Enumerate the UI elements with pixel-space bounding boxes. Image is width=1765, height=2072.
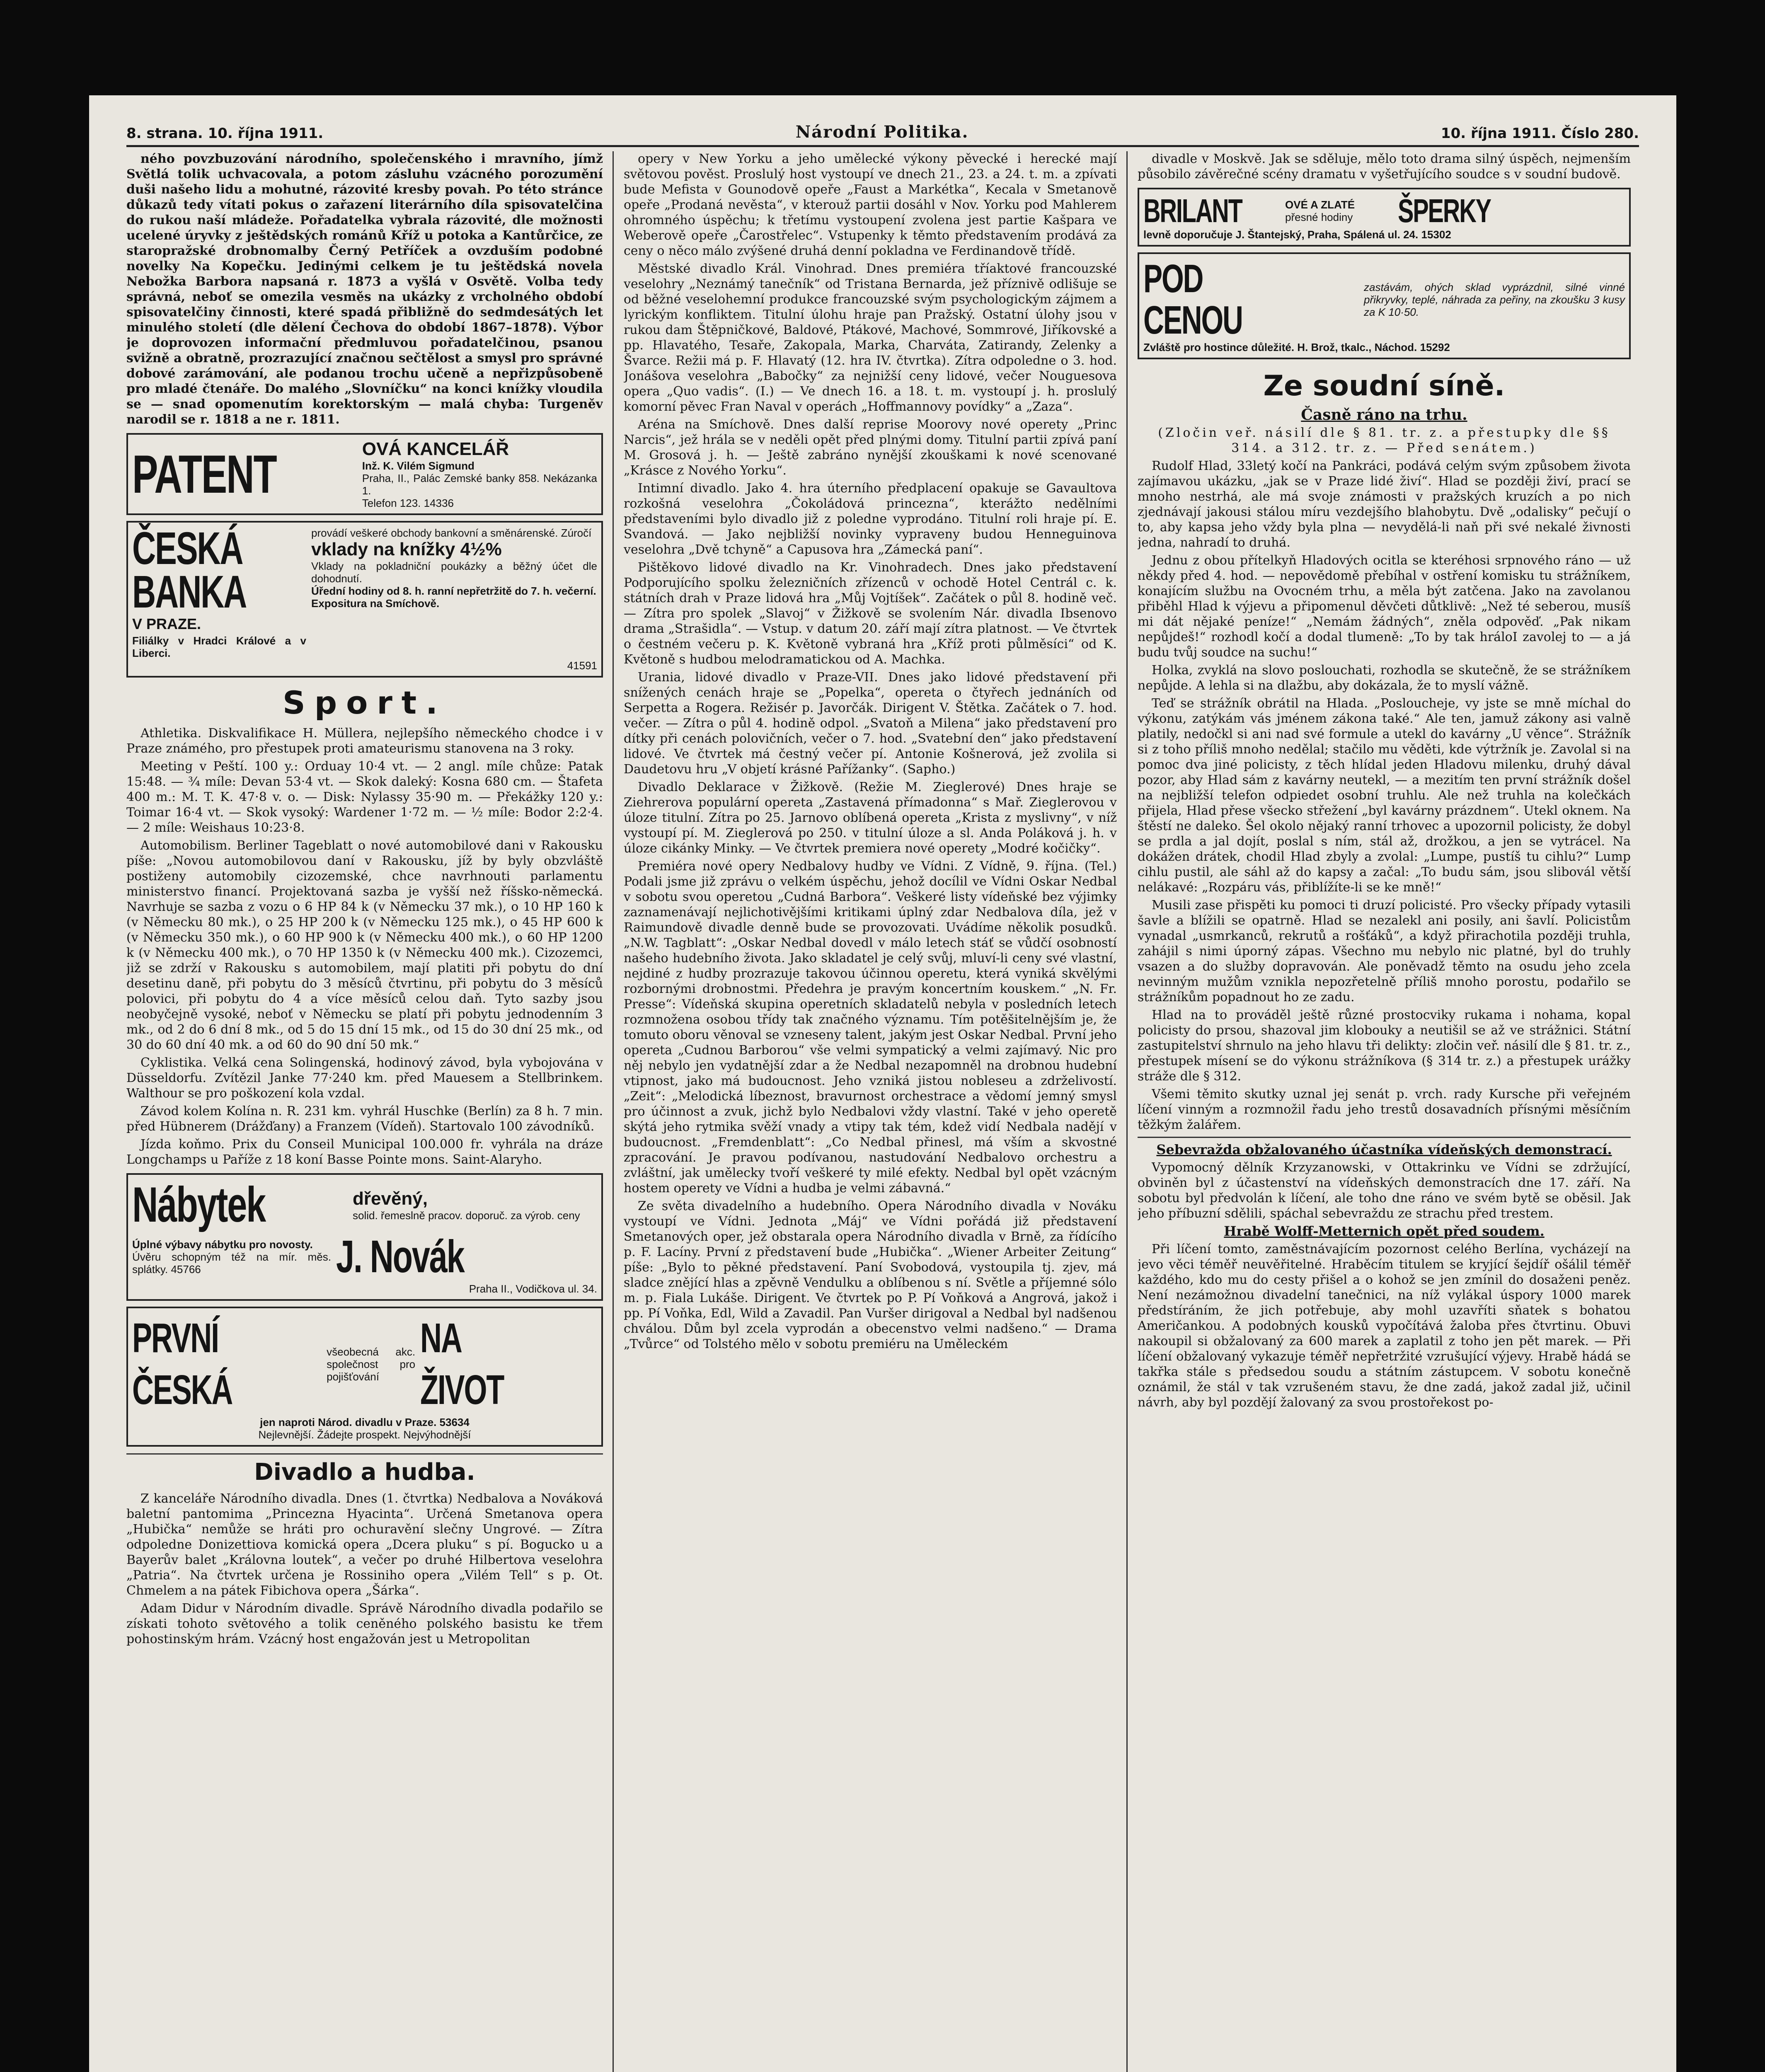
sport-paragraph: Jízda koňmo. Prix du Conseil Municipal 100.000 fr. vyhrála na dráze Longchamps u Paříže z 18 koní Basse Pointe mons. Saint-Alaryho. xyxy=(126,1137,603,1167)
ad-brilant-t2: přesné hodiny xyxy=(1285,211,1353,223)
suicide-heading: Sebevražda obžalovaného účastníka vídeňských demonstrací. xyxy=(1156,1142,1612,1157)
theatre-paragraph: Aréna na Smíchově. Dnes další reprise Moorovy nové operety „Princ Narcis“, jež hrála se v neděli opět před plnými domy. Titulní partii zpívá paní M. Grosová j. h. — Ještě zabráno nynější zkouškami k nové scenované „Krásce z Nového Yorku“. xyxy=(624,417,1117,478)
ad-patent-address: Praha, II., Palác Zemské banky 858. Nekázanka 1. xyxy=(362,472,597,497)
sport-paragraph: Závod kolem Kolína n. R. 231 km. vyhrál Huschke (Berlín) za 8 h. 7 min. před Hübnerem (Drážďany) a Franzem (Vídeň). Startovalo 100 závodníků. xyxy=(126,1104,603,1134)
ad-podcenou-big: POD CENOU xyxy=(1143,257,1242,342)
court-paragraph: Hlad na to prováděl ještě různé prostocviky rukama i nohama, kopal policisty do prsou, shazoval jim klobouky a neutišil se až ve strážnici. Státní zastupitelství shrnulo na jeho hlavu tři delikty: zločin veř. násilí dle § 81. tr. z., přestupek mísení se do výkonu strážníkova (§ 314 tr. z.) a přestupek urážky stráže dle § 312. xyxy=(1138,1008,1631,1084)
ad-podcenou-t1: zastávám, ohých sklad vyprázdnil, silné vinné přikryvky, teplé, náhrada za peřiny, na zkoušku 3 kusy za K 10·50. xyxy=(1364,281,1625,318)
ad-zivot-big1: PRVNÍ ČESKÁ xyxy=(132,1315,232,1413)
ad-ceska-banka xyxy=(126,521,603,678)
ad-banka-text3: Vklady na pokladniční poukázky a běžný účet dle dohodnutí. xyxy=(311,560,597,585)
ad-nabytek xyxy=(126,1173,603,1301)
review-continuation: ného povzbuzování národního, společenského i mravního, jímž Světlá tolik uchvacovala, a potom zásluhu vzácného porozumění duši našeho lidu a mohutné, rázovité kresby povah. Po této stránce důkazů tedy vítati pokus o zařazení literárního díla spisovatelčina do rukou naší mládeže. Pořadatelka vybrala rázovité, dle možnosti ucelené úryvky z ještědských románů Kříž u potoka a Kantůrčice, ze staropražské drobnomalby Černý Petříček a ovzduším podobné novelky Na Kopečku. Jedinými celkem je tu ještědská novela Nebožka Barbora napsaná r. 1873 a vyšlá v Osvětě. Volba tedy správná, neboť se omezila vesměs na ukázky z vrcholného období spisovatelčiny činnosti, které spadá přibližně do sedmdesátých let minulého století (dle dělení Čechova do období 1867–1878). Výbor je doprovozen informační předmluvou pořadatelčinou, psanou svižně a obratně, prozrazující značnou sečtělost a smysl pro správné dobové zarámování, ale podanou trochu učeně a nepřizpůsobeně pro mladé čtenáře. Do malého „Slovníčku“ na konci knížky vloudila se — snad opomenutím korektorským — malá chyba: Turgeněv narodil se r. 1818 a ne r. 1811. xyxy=(126,152,603,427)
theatre-paragraph: Intimní divadlo. Jako 4. hra úterního předplacení opakuje se Gavaultova rozkošná veselohra „Čokoládová princezna“, kterážto nedělními představeními bylo divadlo již z poledne vyprodáno. Titulní roli hraje pí. E. Svandová. — Jako nejbližší novinky vypraveny budou Henneguinova veselohra „Dvě tchyně“ a Capusova hra „Zámecká paní“. xyxy=(624,481,1117,557)
sport-paragraph: Meeting v Peští. 100 y.: Orduay 10·4 vt. — 2 angl. míle chůze: Patak 15:48. — ¾ míle: Devan 53·4 vt. — Skok daleký: Kosna 680 cm. — Štafeta 400 m.: M. T. K. 47·8 v. o. — Disk: Nylassy 35·90 m. — Překážky 120 y.: Toimar 16·4 vt. — Skok vysoký: Wardener 1·72 m. — ½ míle: Bodor 2:2·4. — 2 míle: Weishaus 10:23·8. xyxy=(126,759,603,835)
court-paragraph: Jednu z obou přítelkyň Hladových ocitla se kteréhosi srpnového ráno — už někdy před 4. hod. — nepovědomě přebíhal v ostření komisku tu strážníkem, konajícím službu na Ovocném trhu, a měla být zatčena. Jako na zavolanou přiběhl Hlad k výjevu a připomenul děvčeti důtklivě: „Než té seberou, musíš mi dát nějaké peníze!“ „Nemám žádných“, zněla odpověď. „Pak nikam nepůjdeš!“ rozhodl kočí a dodal tlumeně: „To by tak hráloI zavolej to — a já budu tvůj soudce na suchu!“ xyxy=(1138,553,1631,660)
ad-banka-big1: ČESKÁ xyxy=(132,523,243,574)
theatre-paragraph: Divadlo Deklarace v Žižkově. (Režie M. Zieglerové) Dnes hraje se Ziehrerova populární opereta „Zastavená přímadonna“ s Mař. Zieglerovou v úloze titulní. Zítra po 25. Jarnovo oblíbená opereta „Krista z myslivny“, v níž vystoupí pí. M. Zieglerová po 250. v titulní úloze a sl. Anda Poláková j. h. v úloze cikánky Minky. — Ve čtvrtek premiera nové operety „Modré kočičky“. xyxy=(624,780,1117,856)
ad-podcenou-code: 15292 xyxy=(1420,341,1450,353)
ad-brilant-t3: levně doporučuje J. Štantejský, Praha, Spálená ul. 24. xyxy=(1143,228,1419,241)
column-rule xyxy=(613,151,614,2072)
ad-pojistovna xyxy=(126,1307,603,1447)
newspaper-page xyxy=(89,95,1676,2072)
theatre-continuation: divadle v Moskvě. Jak se sděluje, mělo toto drama silný úspěch, nejmenším působilo závěrečné scény dramatu v vyšetřujícího soudce s v soudní budově. xyxy=(1138,152,1631,182)
court-paragraph: Všemi těmito skutky uznal jej senát p. vrch. rady Kursche při veřejném líčení vinným a rozmnožil řadu jeho trestů dosavadních přísnými měsíčním těžkým žalářem. xyxy=(1138,1087,1631,1132)
sport-heading: Sport. xyxy=(282,684,447,721)
column-1 xyxy=(126,151,603,2072)
court-paragraph: Rudolf Hlad, 33letý kočí na Pankráci, podává celým svým způsobem života zajímavou ukázku, „jak se v Praze lidé živí“. Hlad se později živí, prací se mnoho nestrhá, ale má svoje známosti v pražských kruzích a po nich zjednávají jakousi stálou míru vezdejšího blahobytu. Dvě „odalisky“ pečují o to, aby kapsa jeho vždy byla plna — nevydělá-li naň při své nekalé živnosti jedna, nahradí to druhá. xyxy=(1138,459,1631,550)
theatre-paragraph: Urania, lidové divadlo v Praze-VII. Dnes jako lidové představení při snížených cenách hraje se „Popelka“, opereta o čtyřech jednáních od Serpetta a Rogera. Režisér p. Javorčák. Dirigent V. Štětka. Začátek o 7. hod. večer. — Zítra o půl 4. hodině odpol. „Svatoň a Milena“ jako představení pro dítky při cenách polovičních, večer o 7. hod. „Svatební den“ jako představení lidové. Ve čtvrtek má čestný večer pí. Antonie Košnerová, jež zvolila si Daudetovu hru „V objetí krásné Pařížanky“. (Sapho.) xyxy=(624,670,1117,777)
ad-banka-text1: provádí veškeré obchody bankovní a směnárenské. Zúročí xyxy=(311,527,592,539)
ad-nabytek-t2: solid. řemeslně pracov. doporuč. za výrob. ceny xyxy=(353,1209,580,1222)
metternich-paragraph: Při líčení tomto, zaměstnávajícím pozornost celého Berlína, vycházejí na jevo věci téměř neuvěřitelné. Hraběcím titulem se kryjící šejdíř ošálil téměř každého, kdo mu do cesty přišel a o kohož se jen zmínil do dosaženi peněz. Není nezámožnou divadelní tanečnici, na níž vylákal úspory 1000 marek předstíráním, že jich potřebuje, aby mohl uzavříti sňatek s bohatou Američankou. A podobných kousků vypočítává žaloba přes čtvrtinu. Obuvi nakoupil si obžalovaný za 600 marek a zaplatil z toho jen pět marek. — Při líčení obžalovaný vykazuje téměř nepřetržité vzrušující výjevy. Hrabě hádá se takřka stále s předsedou soudu a státním zástupcem. V sobotu konečně oznámil, že stál v tak vzrušeném stavu, že dne zadá, jakož zadal již, učinil návrh, aby byl pozdějí žalovaný za svou prostořekost po- xyxy=(1138,1242,1631,1410)
ad-banka-big2: BANKA xyxy=(132,566,247,617)
court-subheading: Časně ráno na trhu. xyxy=(1301,406,1467,424)
ad-brilant-code: 15302 xyxy=(1421,228,1451,241)
ad-banka-city: V PRAZE. xyxy=(132,615,201,632)
header-left: 8. strana. 10. října 1911. xyxy=(126,125,324,142)
ad-patent-phone: Telefon 123. xyxy=(362,497,421,509)
metternich-heading: Hrabě Wolff-Metternich opět před soudem. xyxy=(1224,1223,1545,1239)
ad-brilanty xyxy=(1138,188,1631,247)
ad-banka-rate: vklady na knížky 4½% xyxy=(311,539,502,559)
page-header xyxy=(126,113,1639,147)
ad-patent-office xyxy=(126,433,603,515)
theatre-paragraph: opery v New Yorku a jeho umělecké výkony pěvecké i herecké mají světovou pověst. Proslulý host vystoupí ve dnech 21., 23. a 24. t. m. a zpívati bude Mefista v Gounodově opeře „Faust a Markétka“, Kecala v Smetanově opeře „Prodaná nevěsta“, v kterouž partii dosáhl v Nov. Yorku pod Mahlerem ohromného úspěchu; k třetímu vystoupení zvolena jest partie Kašpara ve Weberově opeře „Čarostřelec“. Vstupenky k těmto představením prodává za ceny o něco málo zvýšené druhá denní pokladna ve Ferdinandově třídě. xyxy=(624,152,1117,258)
sport-paragraph: Automobilism. Berliner Tageblatt o nové automobilové dani v Rakousku píše: „Novou automobilovou daní v Rakousku, jíž by byly obzvláště postiženy automobily cizozemské, chce navrhnouti parlamentu ministerstvo financí. Projektovaná sazba je vyšší než říšsko-německá. Navrhuje se sazba z vozu o 6 HP 84 k (v Německu 37 mk.), o 10 HP 160 k (v Německu 80 mk.), o 25 HP 200 k (v Německu 125 mk.), o 45 HP 600 k (v Německu 350 mk.), o 60 HP 900 k (v Německu 400 mk.), o 60 HP 1200 k (v Německu 400 mk.), o 70 HP 1350 k (v Německu 400 mk.). Cizozemci, již se zdrží v Rakousku s automobilem, mají platiti při pobytu do dní desetinu daně, při pobytu do 3 měsíců čtvrtinu, při pobytu do 3 měsíců polovici, při pobytu do 4 a více měsíců celou daň. Tyto sazby jsou neobyčejně vysoké, neboť v Německu se platí při pobytu jednodenním 3 mk., od 2 do 6 dní 8 mk., od 5 do 15 dní 15 mk., od 15 do 30 dní 25 mk., od 30 do 60 dní 40 mk. a od 60 do 90 dní 50 mk.“ xyxy=(126,838,603,1052)
ad-nabytek-t1: dřevěný, xyxy=(353,1188,428,1209)
ad-podcenou-t2: Zvláště pro hostince důležité. H. Brož, tkalc., Náchod. xyxy=(1143,341,1417,353)
divadlo-paragraph: Adam Didur v Národním divadle. Správě Národního divadla podařilo se získati tohoto světového a tolik ceněného polského basistu ke třem pohostinským hrám. Vzácný host engažován jest u Metropolitan xyxy=(126,1601,603,1646)
header-right: 10. října 1911. Číslo 280. xyxy=(1441,125,1639,142)
ad-banka-branches: Filiálky v Hradci Králové a v Liberci. xyxy=(132,634,306,659)
court-paragraph: Musili zase přispěti ku pomoci ti druzí policisté. Pro všecky případy vytasili šavle a blížili se opatrně. Hlad se nezalekl ani posily, ani šavlí. Policistům vynadal „usmrkanců, rekrutů a rošťáků“, a když přirachotila později truhla, zahájil s nimi úporný zápas. Všechno mu nebylo nic platné, byl do truhly vsazen a do služby dopravován. Ale poněvadž těmto na osudu jeho zcela nevinným mužům vznikla nepozřetelně příliš mnoho porostu, podařilo se strážníkům popadnout ho ze zadu. xyxy=(1138,898,1631,1005)
ad-zivot-t1: všeobecná akc. společnost pro pojišťování xyxy=(327,1346,416,1383)
column-rule xyxy=(1126,151,1128,2072)
ad-brilant-big2: ŠPERKY xyxy=(1398,192,1491,229)
masthead-title: Národní Politika. xyxy=(795,122,969,142)
theatre-paragraph: Premiéra nové opery Nedbalovy hudby ve Vídni. Z Vídně, 9. října. (Tel.) Podali jsme již zprávu o velkém úspěchu, jehož docílil ve Vídni Oskar Nedbal v sobotu svou operetou „Cudná Barbora“. Veškeré listy vídeňské bez výjimky zaznamenávají nejlichotivějšími kritikami úplný zdar Nedbalova díla, jež v Raimundově divadle denně bude se provozovati. Uvádíme několik posudků. „N.W. Tagblatt“: „Oskar Nedbal dovedl v málo letech stáť se vůdčí osobností našeho hudebního života. Jako skladatel je celý svůj, mluví-li ceny své vlastní, nejdiné z hudby prozrazuje takovou účinnou operetu, která vyniká skvělými rozbornými drobnostmi. Předehra je pravým koncertním kouskem.“ „N. Fr. Presse“: Vídeňská skupina operetních skladatelů nebyla v posledních letech rozmnožena osobou třídy tak značného významu. Tím potěšitelnějším je, že tomuto oboru věnoval se vzneseny talent, jakým jest Oskar Nedbal. První jeho opereta „Cudnou Barborou“ vše velmi sympatický a velmi zajímavý. Nic pro něj nebylo jen vydatnější zdar a že Nedbal nezapomněl na drobnou hudební vtipnost, jako má budoucnost. Jeho vzniká jistou nobleseu a zdrželivostí. „Zeit“: „Melodická líbeznost, bravurnost orchestrace a vědomí jemný smysl pro účinnost a zvuk, jichž bylo Nedbalovi vždy vlastní. Také v jeho operetě skýtá jeho rytmika svěží vnady a vtipy tak tém, kdež vidí Nedbala nadějí v budoucnost. „Fremdenblatt“: „Co Nedbal přinesl, má vším a skvostné zpracování. Je pravou podívanou, nastudování Nedbalovo orchestru a zvláštní, jak umělecky tvoří veškeré ty milé efekty. Nedbal byl opět vzácným hostem operety ve Vídni a hudba je velmi zábavná.“ xyxy=(624,859,1117,1196)
court-lead: (Zločin veř. násilí dle § 81. tr. z. a přestupky dle §§ 314. a 312. tr. z. — Před senátem.) xyxy=(1158,426,1610,455)
theatre-paragraph: Ze světa divadelního a hudebního. Opera Národního divadla v Nováku vystoupí ve Vídni. Jednota „Máj“ ve Vídni pořádá již představení Smetanových oper, jež obstarala opera Národního divadla v Brně, za řídícího p. F. Lacíny. První z představení bude „Hubička“. „Wiener Arbeiter Zeitung“ píše: „Bylo to pěkné představení. Paní Svobodová, vystoupila tj. zjev, má sladce znějící hlas a zpěvně Vendulku a oblíbenou s ní. Světle a příjemné sólo m. p. Fiala Lukáše. Dirigent. Ve čtvrtek po P. Pí Voňková a Angrová, jakož i pp. Pí Voňka, Edl, Wild a Zavadil. Pan Vuršer dirigoval a Nedbal byl nadšenou chválou. Dům byl zcela vyprodán a obecenstvo velmi nadšeno.“ — Drama „Tvůrce“ od Tolstého mělo v sobotu premiéru na Uměleckém xyxy=(624,1199,1117,1351)
theatre-paragraph: Pištěkovo lidové divadlo na Kr. Vinohradech. Dnes jako představení Podporujícího spolku železničních zřízenců v ochodě Hotel Centrál c. k. státních drah v Praze lidová hra „Můj Vojtíšek“. Začátek o půl 8. hodině več. — Zítra pro spolek „Slavoj“ v Žižkově se svolením Nár. divadla Ibsenovo drama „Strašidla“. — Vstup. v datum 20. září mají zítra platnost. — Ve čtvrtek o čestném večeru p. K. Květoně vybraná hra „Kříž proti půlměsíci“ od K. Květoně s hudbou melodramatickou od A. Machka. xyxy=(624,560,1117,667)
column-3 xyxy=(1138,151,1631,2072)
ad-brilant-big1: BRILANT xyxy=(1143,192,1242,229)
ad-pod-cenou xyxy=(1138,252,1631,359)
ad-zivot-t2: jen naproti Národ. divadlu v Praze. 53634 xyxy=(260,1416,470,1428)
ad-patent-big: PATENT xyxy=(132,443,276,504)
ad-banka-hours: Úřední hodiny od 8. h. ranní nepřetržitě do 7. h. večerní. xyxy=(311,585,596,597)
ad-patent-code: 14336 xyxy=(424,497,454,509)
divider xyxy=(1138,1137,1631,1138)
divadlo-paragraph: Z kanceláře Národního divadla. Dnes (1. čtvrtka) Nedbalova a Nováková baletní pantomima „Princezna Hyacinta“. Určená Smetanova opera „Hubička“ nemůže se hráti pro ochuravění slečny Ungrové. — Zítra odpoledne Donizettiova komická opera „Dcera pluku“ s pí. Bogucko u a Bayerův balet „Královna loutek“, a večer po druhé Hilbertova veselohra „Patria“. Na čtvrtek určena je Rossiniho opera „Vilém Tell“ s p. Ot. Chmelem a na pátek Fibichova opera „Šárka“. xyxy=(126,1491,603,1598)
court-paragraph: Teď se strážník obrátil na Hlada. „Posloucheje, vy jste se mně míchal do výkonu, zatýkám vás jménem zákona také.“ Ale ten, jamuž zákony asi valně platily, nedočkl si ani nad své formule a utekl do kavárny „U věnce“. Strážník si z toho příliš mnoho nedělal; stačilo mu věděti, kde výtržník je. Zavolal si na pomoc dva jiné policisty, z těch hlídal jeden Hladovu milenku, druhý dával pozor, aby Hlad sám z kavárny neutekl, — a mezitím ten první strážník došel na nejbližší telefon odpiedet osobní truhlu. Ale než truhla na kolečkách přijela, Hlad přese všecko střežení „byl kavárny prázdnem“. Utekl oknem. Na štěstí ne daleko. Šel okolo nějaký ranní trhovec a upozornil policisty, že dobyl se prdla a jal dojít, poslal s ním, stál až, drožkou, a jen se vytrácel. Na dokážen drátek, chodil Hlad zbyly a zvolal: „Lumpe, pustíš tu cihlu?“ Lump cihlu pustil, ale sáhl až do kapsy a začal: „To budu sám, jsou slibovál větší nelákavé: „Rozpáru vás, přiblížíte-li se ke mně!“ xyxy=(1138,696,1631,895)
ad-banka-branch: Expositura na Smíchově. xyxy=(311,597,440,610)
column-2 xyxy=(624,151,1117,2072)
ad-nabytek-addr: Praha II., Vodičkova ul. 34. xyxy=(469,1283,597,1295)
ad-patent-name: Inž. K. Vilém Sigmund xyxy=(362,460,475,472)
ad-brilant-t1: OVÉ A ZLATÉ xyxy=(1285,198,1355,211)
divadlo-heading: Divadlo a hudba. xyxy=(126,1453,603,1487)
ad-nabytek-name: J. Novák xyxy=(336,1231,464,1282)
ad-zivot-big2: NA ŽIVOT xyxy=(420,1315,504,1413)
ad-nabytek-t3: Úplné výbavy nábytku pro novosty. xyxy=(132,1238,313,1251)
ad-patent-title: OVÁ KANCELÁŘ xyxy=(362,439,509,459)
court-heading: Ze soudní síně. xyxy=(1263,370,1505,402)
court-paragraph: Holka, zvyklá na slovo poslouchati, rozhodla se skutečně, že se strážníkem nepůjde. A lehla si na dlažbu, aby dokázala, že to myslí vážně. xyxy=(1138,663,1631,693)
theatre-paragraph: Městské divadlo Král. Vinohrad. Dnes premiéra tříaktové francouzské veselohry „Neznámý tanečník“ od Tristana Bernarda, jež příznivě odlišuje se od běžné veselohemní produkce francouzské svým psychologickým zájmem a lyrickým konfliktem. Titulní úlohu hraje pan Pražský. Ostatní úlohy jsou v rukou dam Štěpničkové, Baldové, Ptákové, Machové, Sommrové, Jiříkovské a pp. Hlavatého, Tesaře, Zakopala, Marka, Charváta, Zatirandy, Zelenky a Švarce. Režii má p. F. Hlavatý (12. hra IV. čtvrtka). Zítra odpoledne o 3. hod. Jonášova veselohra „Babočky“ za nejnižší ceny lidové, večer Nouguesova opera „Quo vadis“. (I.) — Ve dnech 16. a 18. t. m. vystoupí j. h. proslulý komorní pěvec Fran Naval v operách „Hoffmannovy povídky“ a „Zaza“. xyxy=(624,261,1117,414)
suicide-paragraph: Vypomocný dělník Krzyzanowski, v Ottakrinku ve Vídni se zdržující, obviněn byl z účastenství na vídeňských demonstracích dne 17. září. Na sobotu byl předvolán k líčení, ale toho dne ráno ve svém bytě se oběsil. Jak jeho příbuzní sdělili, spáchal sebevraždu ze strachu před trestem. xyxy=(1138,1160,1631,1221)
sport-paragraph: Athletika. Diskvalifikace H. Müllera, nejlepšího německého chodce i v Praze známého, pro přestupek proti amateurismu stanovena na 3 roky. xyxy=(126,726,603,756)
sport-paragraph: Cyklistika. Velká cena Solingenská, hodinový závod, byla vybojována v Düsseldorfu. Zvítězil Janke 77·240 km. před Mauesem a Stellbrinkem. Walthour se pro poškození kola vzdal. xyxy=(126,1055,603,1101)
ad-nabytek-t4: Úvěru schopným též na mír. měs. splátky. 45766 xyxy=(132,1250,331,1276)
ad-banka-code: 41591 xyxy=(567,659,597,672)
ad-zivot-t3: Nejlevnější. Žádejte prospekt. Nejvýhodnější xyxy=(258,1428,471,1441)
ad-nabytek-big: Nábytek xyxy=(132,1177,266,1232)
